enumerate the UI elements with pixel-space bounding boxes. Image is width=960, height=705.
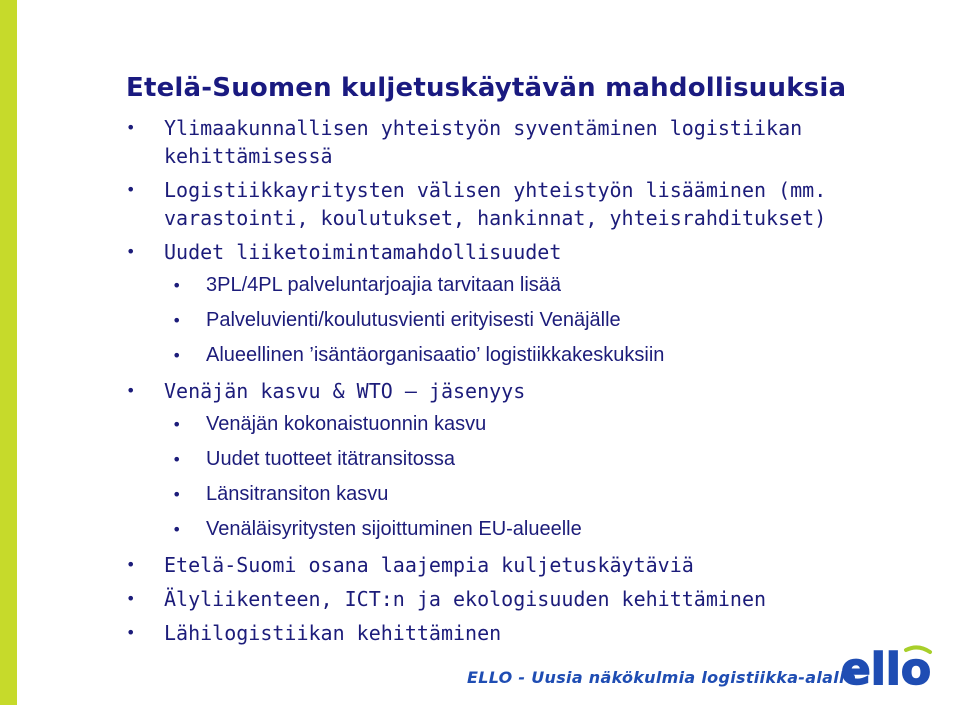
sub-bullet-item xyxy=(126,307,926,334)
bullet-text: Uudet liiketoimintamahdollisuudet xyxy=(164,240,562,264)
bullet-text: Uudet tuotteet itätransitossa xyxy=(206,448,456,470)
bullet-text: Alueellinen ’isäntäorganisaatio’ logistiikkakeskuksiin xyxy=(206,344,665,366)
slide-title: Etelä-Suomen kuljetuskäytävän mahdollisuuksia xyxy=(126,73,847,103)
bullet-text: 3PL/4PL palveluntarjoajia tarvitaan lisää xyxy=(206,274,562,296)
bullet-text: Venäjän kokonaistuonnin kasvu xyxy=(206,413,487,435)
sub-bullet-item xyxy=(126,342,926,369)
bullet-text: Venäläisyritysten sijoittuminen EU-alueelle xyxy=(206,518,582,540)
bullet-text: Logistiikkayritysten välisen yhteistyön lisääminen (mm. varastointi, koulutukset, hankinnat, yhteisrahditukset) xyxy=(164,178,827,230)
bullet-text: Venäjän kasvu & WTO – jäsenyys xyxy=(164,379,526,403)
bullet-text: Länsitransiton kasvu xyxy=(206,483,389,505)
ello-logo xyxy=(836,642,936,698)
bullet-list xyxy=(126,114,926,653)
bullet-glyph: • xyxy=(126,589,136,608)
bullet-item xyxy=(126,238,926,266)
bullet-item xyxy=(126,377,926,405)
bullet-item xyxy=(126,619,926,647)
bullet-text: Etelä-Suomi osana laajempia kuljetuskäytäviä xyxy=(164,553,694,577)
bullet-glyph: • xyxy=(172,415,182,434)
bullet-glyph: • xyxy=(126,180,136,199)
bullet-glyph: • xyxy=(172,485,182,504)
bullet-text: Lähilogistiikan kehittäminen xyxy=(164,621,502,645)
sub-bullet-item xyxy=(126,411,926,438)
bullet-glyph: • xyxy=(126,242,136,261)
footer-tagline: ELLO - Uusia näkökulmia logistiikka-alalle xyxy=(467,668,856,687)
bullet-item xyxy=(126,585,926,613)
sub-bullet-item xyxy=(126,516,926,543)
logo-text: ello xyxy=(840,644,932,695)
bullet-text: Palveluvienti/koulutusvienti erityisesti Venäjälle xyxy=(206,309,621,331)
bullet-item xyxy=(126,114,926,170)
bullet-item xyxy=(126,176,926,232)
bullet-text: Älyliikenteen, ICT:n ja ekologisuuden kehittäminen xyxy=(164,587,767,611)
bullet-glyph: • xyxy=(126,381,136,400)
bullet-glyph: • xyxy=(172,276,182,295)
bullet-glyph: • xyxy=(126,623,136,642)
sub-bullet-item xyxy=(126,446,926,473)
bullet-glyph: • xyxy=(172,311,182,330)
accent-bar xyxy=(0,0,17,705)
bullet-glyph: • xyxy=(172,520,182,539)
bullet-text: Ylimaakunnallisen yhteistyön syventäminen logistiikan kehittämisessä xyxy=(164,116,803,168)
bullet-glyph: • xyxy=(172,450,182,469)
sub-bullet-item xyxy=(126,272,926,299)
bullet-item xyxy=(126,551,926,579)
bullet-glyph: • xyxy=(126,555,136,574)
bullet-glyph: • xyxy=(126,118,136,137)
bullet-glyph: • xyxy=(172,346,182,365)
sub-bullet-item xyxy=(126,481,926,508)
